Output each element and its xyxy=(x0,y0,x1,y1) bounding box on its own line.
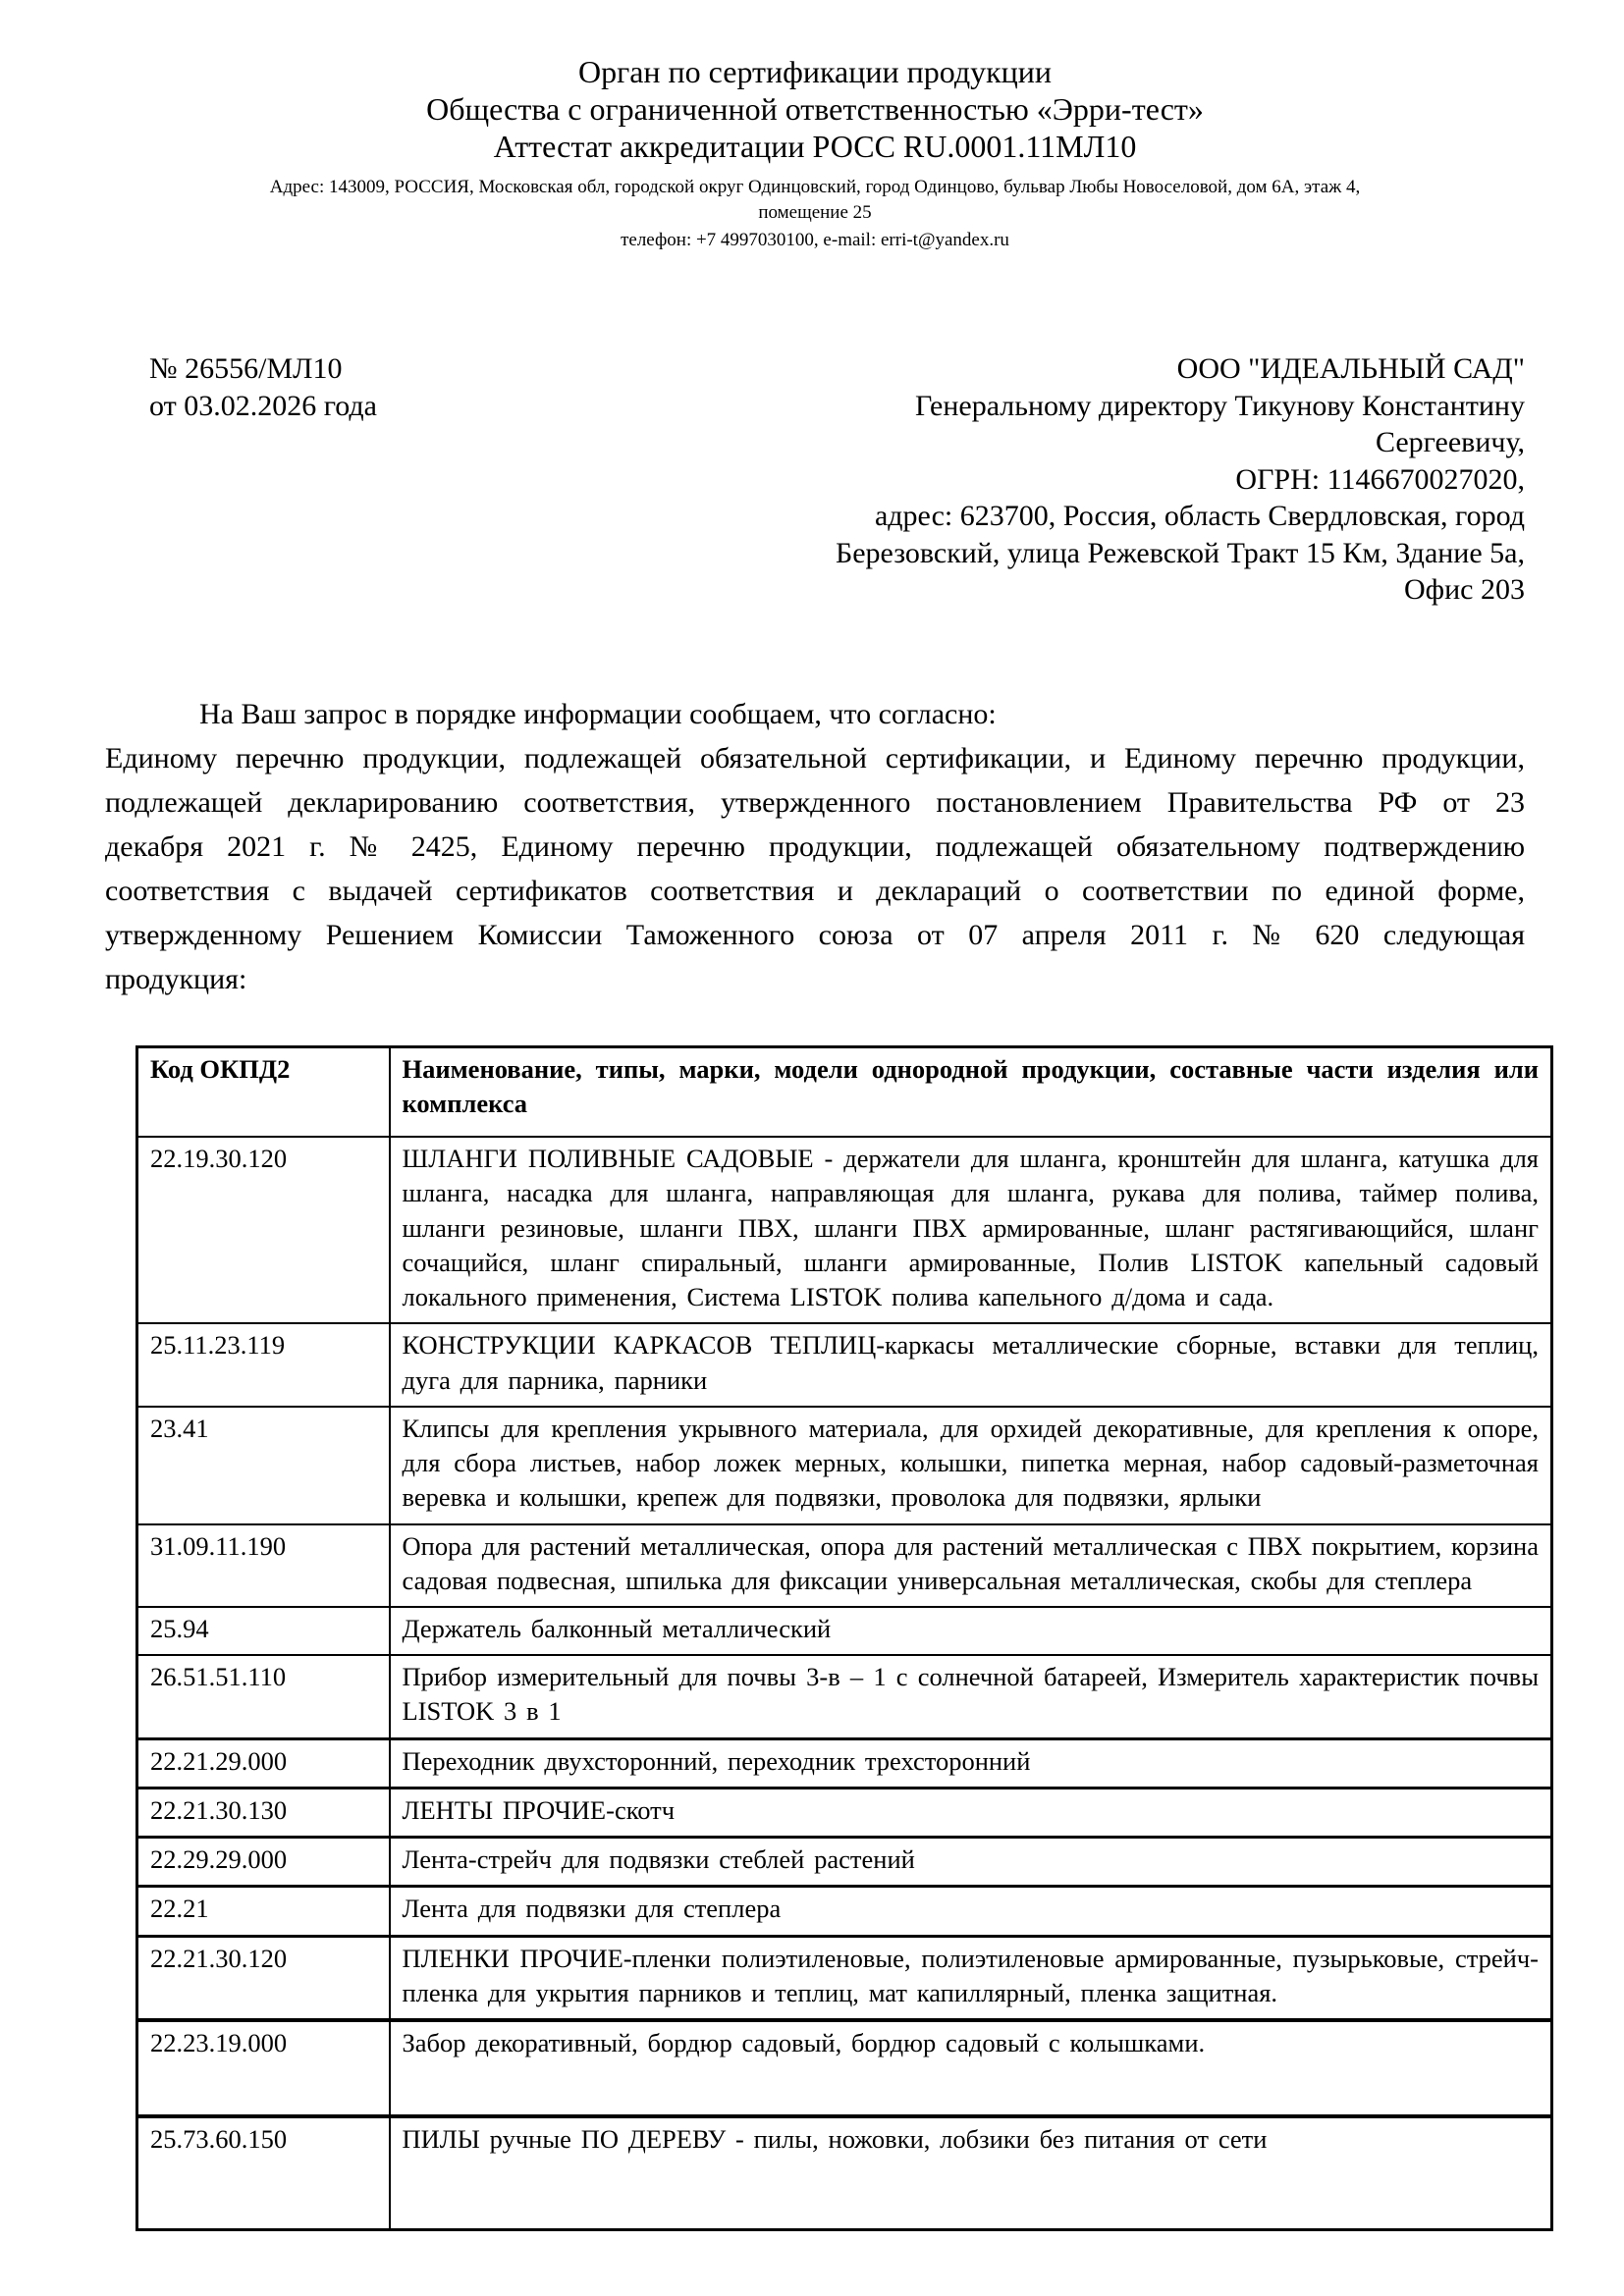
okpd-code-cell: 22.21 xyxy=(137,1887,390,1936)
column-header-product-name: Наименование, типы, марки, модели однородной продукции, составные части изделия или комплекса xyxy=(390,1046,1552,1137)
okpd-code-cell: 22.23.19.000 xyxy=(137,2020,390,2116)
table-row xyxy=(137,1738,1552,1788)
org-title-line1: Орган по сертификации продукции xyxy=(577,54,1053,89)
reference-recipient-row xyxy=(105,350,1525,609)
org-address xyxy=(105,175,1525,225)
table-header-row xyxy=(137,1046,1552,1137)
okpd-code-cell: 25.11.23.119 xyxy=(137,1323,390,1406)
product-description-cell: Переходник двухсторонний, переходник трехсторонний xyxy=(390,1738,1552,1788)
table-row xyxy=(137,1323,1552,1406)
product-description-cell: ЛЕНТЫ ПРОЧИЕ-скотч xyxy=(390,1788,1552,1837)
table-row xyxy=(137,1887,1552,1936)
recipient-line: ООО "ИДЕАЛЬНЫЙ САД" xyxy=(1176,352,1525,386)
recipient-line: адрес: 623700, Россия, область Свердловская, город xyxy=(874,500,1525,533)
product-description-cell: Лента для подвязки для степлера xyxy=(390,1887,1552,1936)
recipient-line: Генеральному директору Тикунову Константину xyxy=(914,389,1525,422)
letterhead xyxy=(105,54,1525,252)
org-title-line2: Общества с ограниченной ответственностью «Эрри-тест» xyxy=(426,90,1204,127)
okpd-code-cell: 25.73.60.150 xyxy=(137,2116,390,2229)
letter-date: от 03.02.2026 года xyxy=(149,389,377,422)
okpd-code-cell: 23.41 xyxy=(137,1407,390,1524)
recipient-line: ОГРН: 1146670027020, xyxy=(1235,462,1525,496)
product-description-cell: Клипсы для крепления укрывного материала, для орхидей декоративные, для крепления к опоре, для сбора листьев, набор ложек мерных, колышки, пипетка мерная, набор садовый-разметочная веревка и колышки, крепеж для подвязки, проволока для подвязки, ярлыки xyxy=(390,1407,1552,1524)
table-row xyxy=(137,1607,1552,1655)
table-row xyxy=(137,1838,1552,1887)
table-row xyxy=(137,2020,1552,2116)
product-description-cell: Забор декоративный, бордюр садовый, бордюр садовый с колышками. xyxy=(390,2020,1552,2116)
table-row xyxy=(137,1524,1552,1607)
product-description-cell: Опора для растений металлическая, опора для растений металлическая с ПВХ покрытием, корзина садовая подвесная, шпилька для фиксации универсальная металлическая, скобы для степлера xyxy=(390,1524,1552,1607)
recipient-line: Офис 203 xyxy=(1404,573,1525,607)
recipient-block xyxy=(836,350,1525,609)
products-table-head xyxy=(137,1046,1552,1137)
product-description-cell: Лента-стрейч для подвязки стеблей растений xyxy=(390,1838,1552,1887)
product-description-cell: Держатель балконный металлический xyxy=(390,1607,1552,1655)
recipient-line: Сергеевичу, xyxy=(1375,426,1525,459)
okpd-code-cell: 31.09.11.190 xyxy=(137,1524,390,1607)
org-title-line3: Аттестат аккредитации РОСС RU.0001.11МЛ10 xyxy=(493,128,1137,164)
body-intro: На Ваш запрос в порядке информации сообщаем, что согласно: xyxy=(199,697,997,730)
product-description-cell: ШЛАНГИ ПОЛИВНЫЕ САДОВЫЕ - держатели для шланга, кронштейн для шланга, катушка для шланга, насадка для шланга, направляющая для шланга, рукава для полива, таймер полива, шланги резиновые, шланги ПВХ, шланги ПВХ армированные, шланг растягивающийся, шланг сочащийся, шланг спиральный, шланги армированные, Полив LISTOK капельный садовый локального применения, Система LISTOK полива капельного д/дома и сада. xyxy=(390,1137,1552,1323)
okpd-code-cell: 22.21.29.000 xyxy=(137,1738,390,1788)
table-row xyxy=(137,1407,1552,1524)
letter-body xyxy=(105,692,1525,1001)
table-row xyxy=(137,1137,1552,1323)
recipient-line: Березовский, улица Режевской Тракт 15 Км, Здание 5а, xyxy=(835,536,1525,569)
org-address-line2: помещение 25 xyxy=(758,201,872,223)
product-description-cell: ПИЛЫ ручные ПО ДЕРЕВУ - пилы, ножовки, лобзики без питания от сети xyxy=(390,2116,1552,2229)
table-row xyxy=(137,1655,1552,1738)
product-description-cell: КОНСТРУКЦИИ КАРКАСОВ ТЕПЛИЦ-каркасы металлические сборные, вставки для теплиц, дуга для парника, парники xyxy=(390,1323,1552,1406)
table-row xyxy=(137,2116,1552,2229)
okpd-code-cell: 22.19.30.120 xyxy=(137,1137,390,1323)
okpd-code-cell: 22.29.29.000 xyxy=(137,1838,390,1887)
reference-block xyxy=(105,350,377,424)
body-paragraph: Единому перечню продукции, подлежащей обязательной сертификации, и Единому перечню продукции, подлежащей декларированию соответствия, утвержденного постановлением Правительства РФ от 23 декабря 2021 г. № 2425, Единому перечню продукции, подлежащей обязательному подтверждению соответствия с выдачей сертификатов соответствия и деклараций о соответствии по единой форме, утвержденному Решением Комиссии Таможенного союза от 07 апреля 2011 г. № 620 следующая продукция: xyxy=(105,741,1525,995)
org-contact: телефон: +7 4997030100, e-mail: erri-t@yandex.ru xyxy=(621,229,1009,250)
okpd-code-cell: 25.94 xyxy=(137,1607,390,1655)
product-description-cell: Прибор измерительный для почвы 3-в – 1 с солнечной батареей, Измеритель характеристик почвы LISTOK 3 в 1 xyxy=(390,1655,1552,1738)
product-description-cell: ПЛЕНКИ ПРОЧИЕ-пленки полиэтиленовые, полиэтиленовые армированные, пузырьковые, стрейч-пленка для укрытия парников и теплиц, мат капиллярный, пленка защитная. xyxy=(390,1936,1552,2020)
column-header-okpd-code: Код ОКПД2 xyxy=(137,1046,390,1137)
table-row xyxy=(137,1788,1552,1837)
products-table xyxy=(135,1045,1553,2231)
okpd-code-cell: 26.51.51.110 xyxy=(137,1655,390,1738)
okpd-code-cell: 22.21.30.130 xyxy=(137,1788,390,1837)
products-table-body xyxy=(137,1137,1552,2229)
org-address-line1: Адрес: 143009, РОССИЯ, Московская обл, городской округ Одинцовский, город Одинцово, бульвар Любы Новоселовой, дом 6А, этаж 4, xyxy=(269,177,1361,198)
table-row xyxy=(137,1936,1552,2020)
letter-number: № 26556/МЛ10 xyxy=(149,352,343,386)
okpd-code-cell: 22.21.30.120 xyxy=(137,1936,390,2020)
